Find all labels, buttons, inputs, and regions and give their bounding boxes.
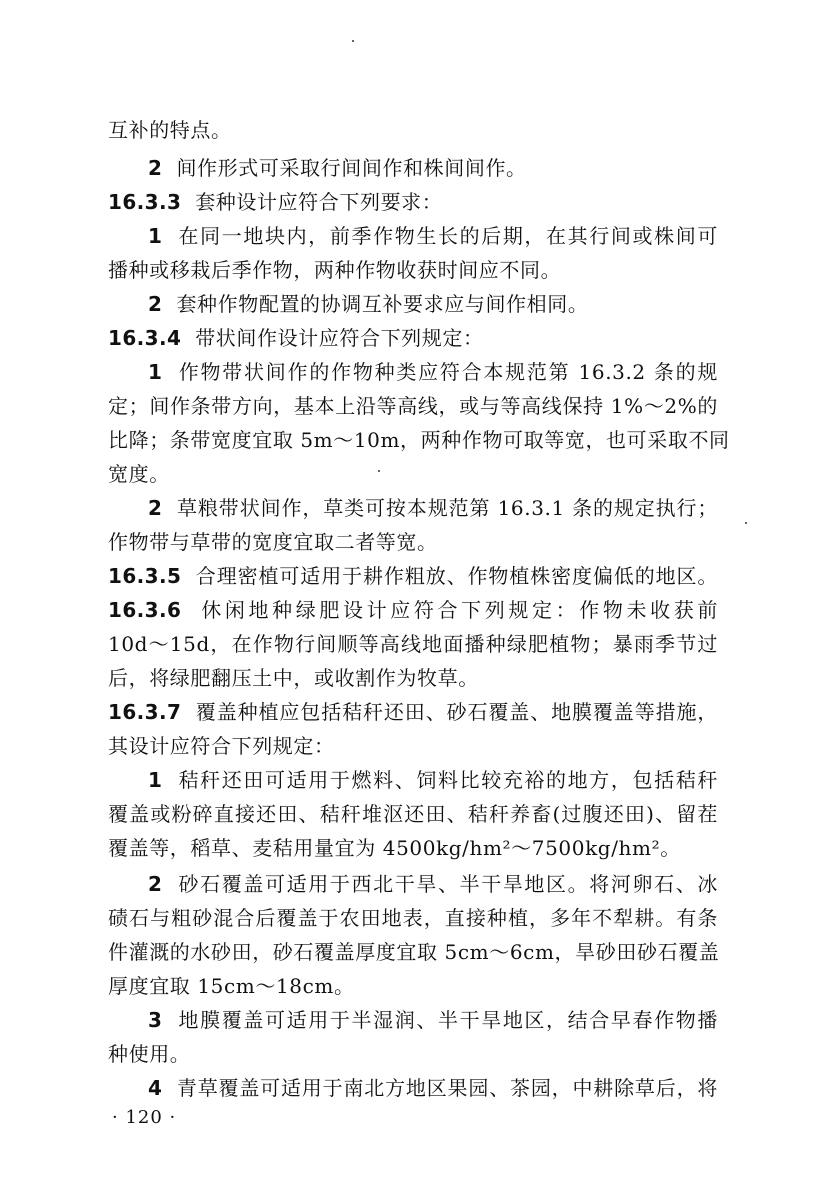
- page-number: · 120 ·: [112, 1107, 177, 1128]
- line-text: 碛石与粗砂混合后覆盖于农田地表，直接种植，多年不犁耕。有条: [108, 906, 718, 930]
- item-text: 地膜覆盖可适用于半湿润、半干旱地区，结合早春作物播: [178, 1008, 719, 1032]
- item-2-grass-grain-strips: [148, 494, 718, 522]
- line-text: 后，将绿肥翻压土中，或收割作为牧草。: [108, 666, 479, 690]
- item-text: 草粮带状间作，草类可按本规范第 16.3.1 条的规定执行；: [177, 496, 718, 520]
- item-number: 1: [148, 768, 163, 792]
- item-1-straw-return: [148, 766, 718, 794]
- item-text: 作物带状间作的作物种类应符合本规范第 16.3.2 条的规: [178, 360, 718, 384]
- line-text: 定；间作条带方向，基本上沿等高线，或与等高线保持 1%～2%的: [108, 394, 718, 418]
- line-text: 作物带与草带的宽度宜取二者等宽。: [108, 530, 438, 554]
- clause-number: 16.3.4: [108, 326, 182, 350]
- item-2-gravel-mulching: [148, 870, 718, 898]
- item-number: 2: [148, 292, 163, 316]
- item-2-relay-cropping: [148, 290, 718, 318]
- paragraph-line: [108, 834, 718, 862]
- paragraph-line: [108, 800, 718, 828]
- item-1-relay-cropping: [148, 222, 718, 250]
- paragraph-line: [108, 732, 718, 760]
- clause-text: 覆盖种植应包括秸秆还田、砂石覆盖、地膜覆盖等措施，: [195, 700, 719, 724]
- line-text: 厚度宜取 15cm～18cm。: [108, 974, 355, 998]
- item-text: 间作形式可采取行间间作和株间间作。: [176, 156, 527, 180]
- item-text: 套种作物配置的协调互补要求应与间作相同。: [176, 292, 589, 316]
- paragraph-line: [108, 972, 718, 1000]
- scan-speck: [745, 522, 747, 524]
- item-number: 1: [148, 360, 163, 384]
- scan-speck: [352, 40, 354, 42]
- line-text: 10d～15d，在作物行间顺等高线地面播种绿肥植物；暴雨季节过: [108, 632, 718, 656]
- item-text: 在同一地块内，前季作物生长的后期，在其行间或株间可: [178, 224, 719, 248]
- item-number: 2: [148, 496, 163, 520]
- paragraph-line: [108, 938, 718, 966]
- clause-text: 套种设计应符合下列要求：: [195, 190, 443, 214]
- line-text: 互补的特点。: [108, 118, 232, 142]
- paragraph-line: [108, 1040, 718, 1068]
- line-text: 比降；条带宽度宜取 5m～10m，两种作物可取等宽，也可采取不同: [108, 428, 730, 452]
- line-text: 播种或移栽后季作物，两种作物收获时间应不同。: [108, 258, 562, 282]
- scan-speck: [378, 470, 380, 472]
- clause-number: 16.3.3: [108, 190, 182, 214]
- paragraph-line: [108, 116, 718, 144]
- clause-number: 16.3.5: [108, 564, 182, 588]
- clause-16-3-5: [108, 562, 718, 590]
- clause-16-3-6: [108, 596, 718, 624]
- line-text: 宽度。: [108, 462, 170, 486]
- item-text: 青草覆盖可适用于南北方地区果园、茶园，中耕除草后，将: [176, 1076, 718, 1100]
- paragraph-line: [108, 392, 718, 420]
- clause-number: 16.3.6: [108, 598, 182, 622]
- line-text: 覆盖等，稻草、麦秸用量宜为 4500kg/hm²～7500kg/hm²。: [108, 836, 681, 860]
- paragraph-line: [108, 460, 718, 488]
- item-2-intercropping-form: [148, 154, 718, 182]
- clause-16-3-3: [108, 188, 718, 216]
- clause-text: 合理密植可适用于耕作粗放、作物植株密度偏低的地区。: [195, 564, 719, 588]
- item-number: 4: [148, 1076, 163, 1100]
- item-number: 1: [148, 224, 163, 248]
- line-text: 其设计应符合下列规定：: [108, 734, 335, 758]
- item-1-strip-intercropping: [148, 358, 718, 386]
- paragraph-line: [108, 630, 718, 658]
- paragraph-line: [108, 664, 718, 692]
- item-number: 3: [148, 1008, 163, 1032]
- clause-text: 带状间作设计应符合下列规定：: [195, 326, 484, 350]
- paragraph-line: [108, 528, 718, 556]
- clause-16-3-4: [108, 324, 718, 352]
- paragraph-line: [108, 256, 718, 284]
- clause-text: 休闲地种绿肥设计应符合下列规定：作物未收获前: [201, 598, 718, 622]
- clause-16-3-7: [108, 698, 718, 726]
- clause-number: 16.3.7: [108, 700, 182, 724]
- line-text: 种使用。: [108, 1042, 191, 1066]
- item-number: 2: [148, 156, 163, 180]
- line-text: 覆盖或粉碎直接还田、秸秆堆沤还田、秸秆养畜(过腹还田)、留茬: [108, 802, 718, 826]
- item-3-film-mulching: [148, 1006, 718, 1034]
- paragraph-line: [108, 426, 730, 454]
- line-text: 件灌溉的水砂田，砂石覆盖厚度宜取 5cm～6cm，旱砂田砂石覆盖: [108, 940, 720, 964]
- paragraph-line: [108, 904, 718, 932]
- item-text: 秸秆还田可适用于燃料、饲料比较充裕的地方，包括秸秆: [178, 768, 719, 792]
- item-4-grass-mulching: [148, 1074, 718, 1102]
- item-number: 2: [148, 872, 163, 896]
- item-text: 砂石覆盖可适用于西北干旱、半干旱地区。将河卵石、冰: [178, 872, 719, 896]
